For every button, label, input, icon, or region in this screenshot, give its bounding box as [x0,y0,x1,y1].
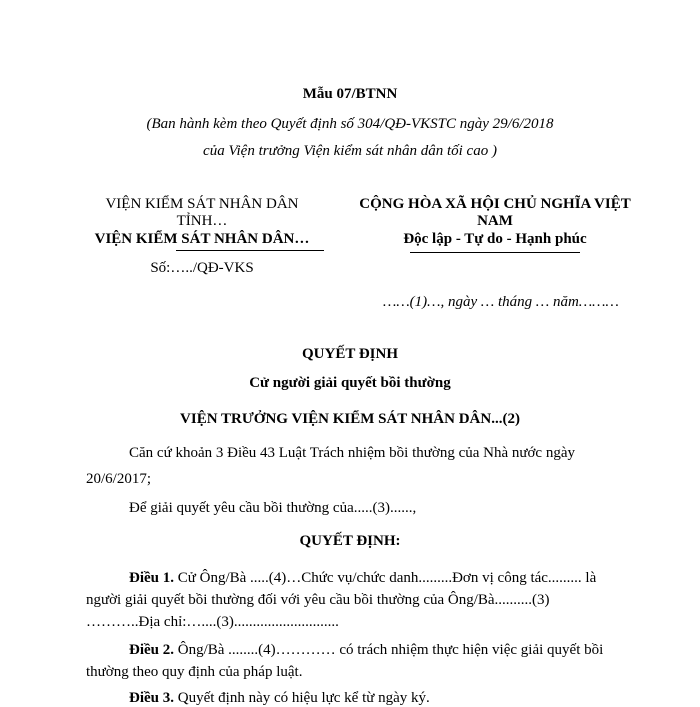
national-title-line-1: CỘNG HÒA XÃ HỘI CHỦ NGHĨA VIỆT [359,196,631,212]
national-title-line-2: NAM [477,213,513,229]
left-header-line-2: TỈNH… [176,213,228,229]
left-header-agency: VIỆN KIỂM SÁT NHÂN DÂN… [94,231,310,247]
issued-note-line-2: của Viện trưởng Viện kiểm sát nhân dân tối cao ) [203,143,497,159]
article-3-label: Điều 3. [129,690,174,706]
decision-heading: QUYẾT ĐỊNH [302,346,398,362]
decide-heading: QUYẾT ĐỊNH: [299,533,401,549]
left-header-underline [176,250,324,251]
article-2-text-1: Ông/Bà ........(4)………… có trách nhiệm thực hiện việc giải quyết bồi [177,642,604,658]
article-2-label: Điều 2. [129,642,174,658]
article-1-label: Điều 1. [129,570,174,586]
article-2-line-2: thường theo quy định của pháp luật. [86,664,303,680]
article-3-text: Quyết định này có hiệu lực kể từ ngày ký. [177,690,430,706]
article-1-text-1: Cử Ông/Bà .....(4)…Chức vụ/chức danh.........Đơn vị công tác......... là [177,570,597,586]
article-2-line-1 [129,642,603,659]
national-motto: Độc lập - Tự do - Hạnh phúc [403,231,587,247]
legal-basis-line-2: 20/6/2017; [86,471,152,487]
decision-authority: VIỆN TRƯỞNG VIỆN KIỂM SÁT NHÂN DÂN...(2) [180,411,520,427]
left-header-line-1: VIỆN KIỂM SÁT NHÂN DÂN [105,196,299,212]
article-1-line-3: ………..Địa chỉ:…....(3)............................ [86,614,339,630]
issued-note-line-1: (Ban hành kèm theo Quyết định số 304/QĐ-VKSTC ngày 29/6/2018 [146,116,554,132]
legal-basis-line-1: Căn cứ khoản 3 Điều 43 Luật Trách nhiệm bồi thường của Nhà nước ngày [129,445,576,461]
article-3-line [129,690,430,707]
document-number: Số:…../QĐ-VKS [150,260,254,276]
purpose-line: Để giải quyết yêu cầu bồi thường của.....(3)......, [129,500,417,516]
place-date-line: ……(1)…, ngày … tháng … năm……… [383,294,619,310]
article-1-line-2: người giải quyết bồi thường đối với yêu cầu bồi thường của Ông/Bà..........(3) [86,592,550,608]
motto-underline [410,252,580,253]
form-code: Mẫu 07/BTNN [302,86,398,102]
article-1-line-1 [129,570,596,587]
decision-subject: Cử người giải quyết bồi thường [249,375,451,391]
